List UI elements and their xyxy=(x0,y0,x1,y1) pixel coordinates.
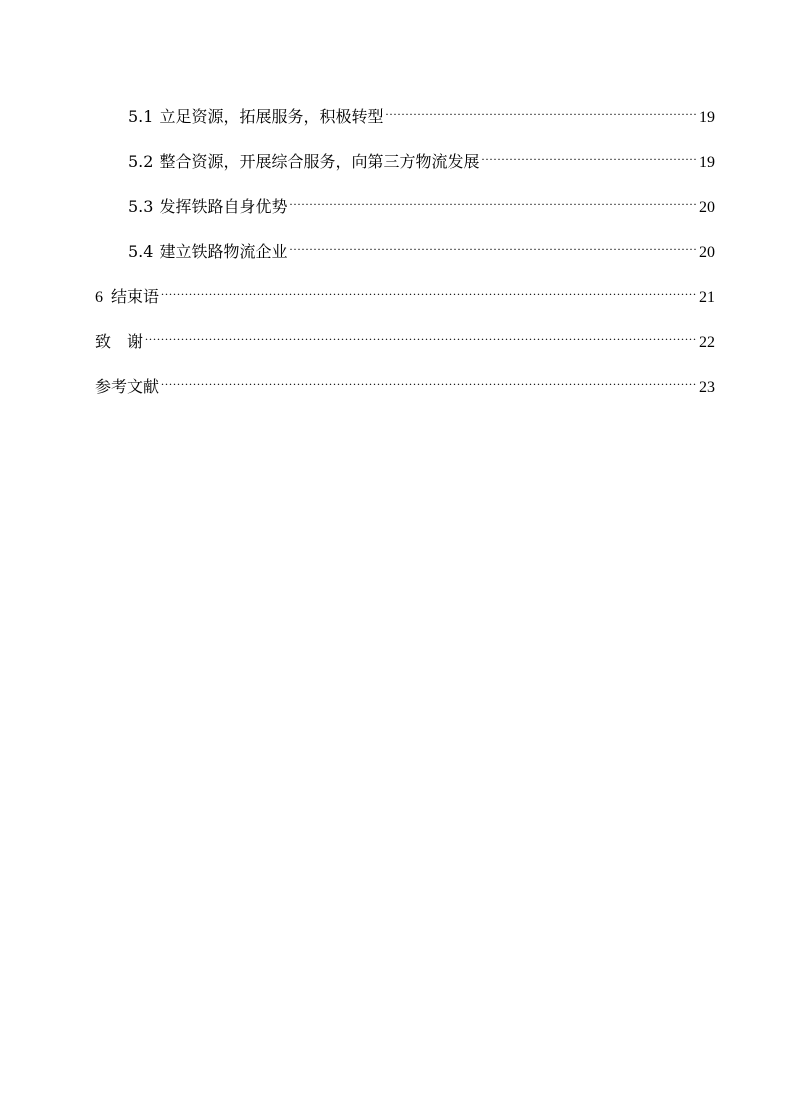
dot-leader xyxy=(161,286,697,302)
toc-entry-title: 致 谢 xyxy=(95,332,144,351)
toc-entry-number: 5.2 xyxy=(128,152,154,171)
toc-entry-title: 参考文献 xyxy=(95,377,160,396)
toc-entry-number: 5.4 xyxy=(128,242,154,261)
toc-entry-title: 发挥铁路自身优势 xyxy=(159,197,288,216)
dot-leader xyxy=(385,106,697,122)
toc-entry-5-1[interactable] xyxy=(95,104,715,149)
toc-entry-page: 23 xyxy=(699,379,715,396)
toc-entry-page: 22 xyxy=(699,334,715,351)
toc-entry-6[interactable] xyxy=(95,284,715,329)
toc-entry-number: 5.1 xyxy=(128,107,154,126)
table-of-contents xyxy=(95,104,715,419)
toc-entry-page: 19 xyxy=(699,154,715,171)
dot-leader xyxy=(289,241,697,257)
toc-entry-title: 立足资源，拓展服务，积极转型 xyxy=(159,107,384,126)
toc-entry-title: 建立铁路物流企业 xyxy=(159,242,288,261)
toc-entry-title: 结束语 xyxy=(111,287,160,306)
toc-entry-acknowledgements[interactable] xyxy=(95,329,715,374)
dot-leader xyxy=(289,196,697,212)
dot-leader xyxy=(145,331,697,347)
toc-entry-page: 20 xyxy=(699,244,715,261)
toc-entry-5-2[interactable] xyxy=(95,149,715,194)
toc-entry-5-4[interactable] xyxy=(95,239,715,284)
dot-leader xyxy=(481,151,697,167)
toc-entry-references[interactable] xyxy=(95,374,715,419)
toc-entry-page: 20 xyxy=(699,199,715,216)
dot-leader xyxy=(161,376,697,392)
toc-entry-title: 整合资源，开展综合服务，向第三方物流发展 xyxy=(159,152,480,171)
toc-entry-number: 6 xyxy=(95,289,103,306)
toc-entry-page: 21 xyxy=(699,289,715,306)
toc-entry-page: 19 xyxy=(699,109,715,126)
toc-entry-5-3[interactable] xyxy=(95,194,715,239)
toc-entry-number: 5.3 xyxy=(128,197,154,216)
